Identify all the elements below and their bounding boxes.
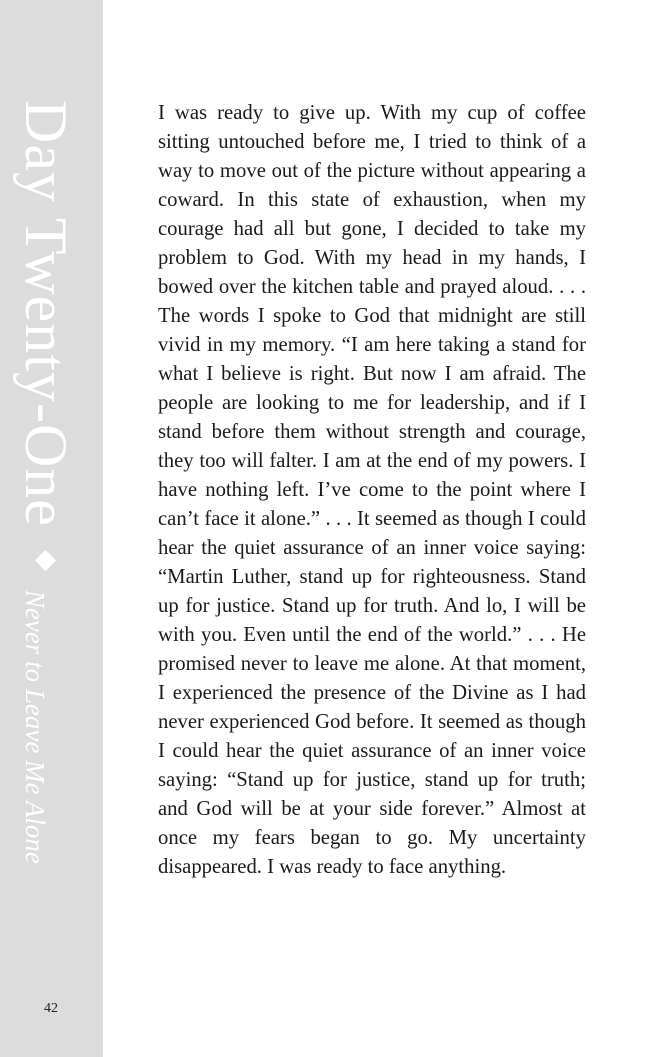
body-text: I was ready to give up. With my cup of coffee sitting untouched before me, I tried to think of a way to move out of the picture without appearing a coward. In this state of exhaustion, when my courage had all but gone, I decided to take my problem to God. With my head in my hands, I bowed over the kitchen table and prayed aloud. . . . The words I spoke to God that midnight are still vivid in my memory. “I am here taking a stand for what I believe is right. But now I am afraid. The people are looking to me for leadership, and if I stand before them without strength and courage, they too will falter. I am at the end of my powers. I have nothing left. I’ve come to the point where I can’t face it alone.” . . . It seemed as though I could hear the quiet assurance of an inner voice saying: “Martin Luther, stand up for righteousness. Stand up for justice. Stand up for truth. And lo, I will be with you. Even until the end of the world.” . . . He promised never to leave me alone. At that moment, I experienced the presence of the Divine as I had never experienced God before. It seemed as though I could hear the quiet assurance of an inner voice saying: “Stand up for justice, stand up for truth; and God will be at your side forever.” Almost at once my fears began to go. My uncertainty disappeared. I was ready to face anything. <box>158 102 586 878</box>
day-subtitle: Never to Leave Me Alone <box>20 589 50 864</box>
diamond-icon <box>35 550 56 571</box>
page-number: 42 <box>44 1001 58 1016</box>
vertical-title-area <box>0 0 103 1057</box>
day-title: Day Twenty-One <box>13 100 79 527</box>
vertical-title <box>13 100 79 864</box>
